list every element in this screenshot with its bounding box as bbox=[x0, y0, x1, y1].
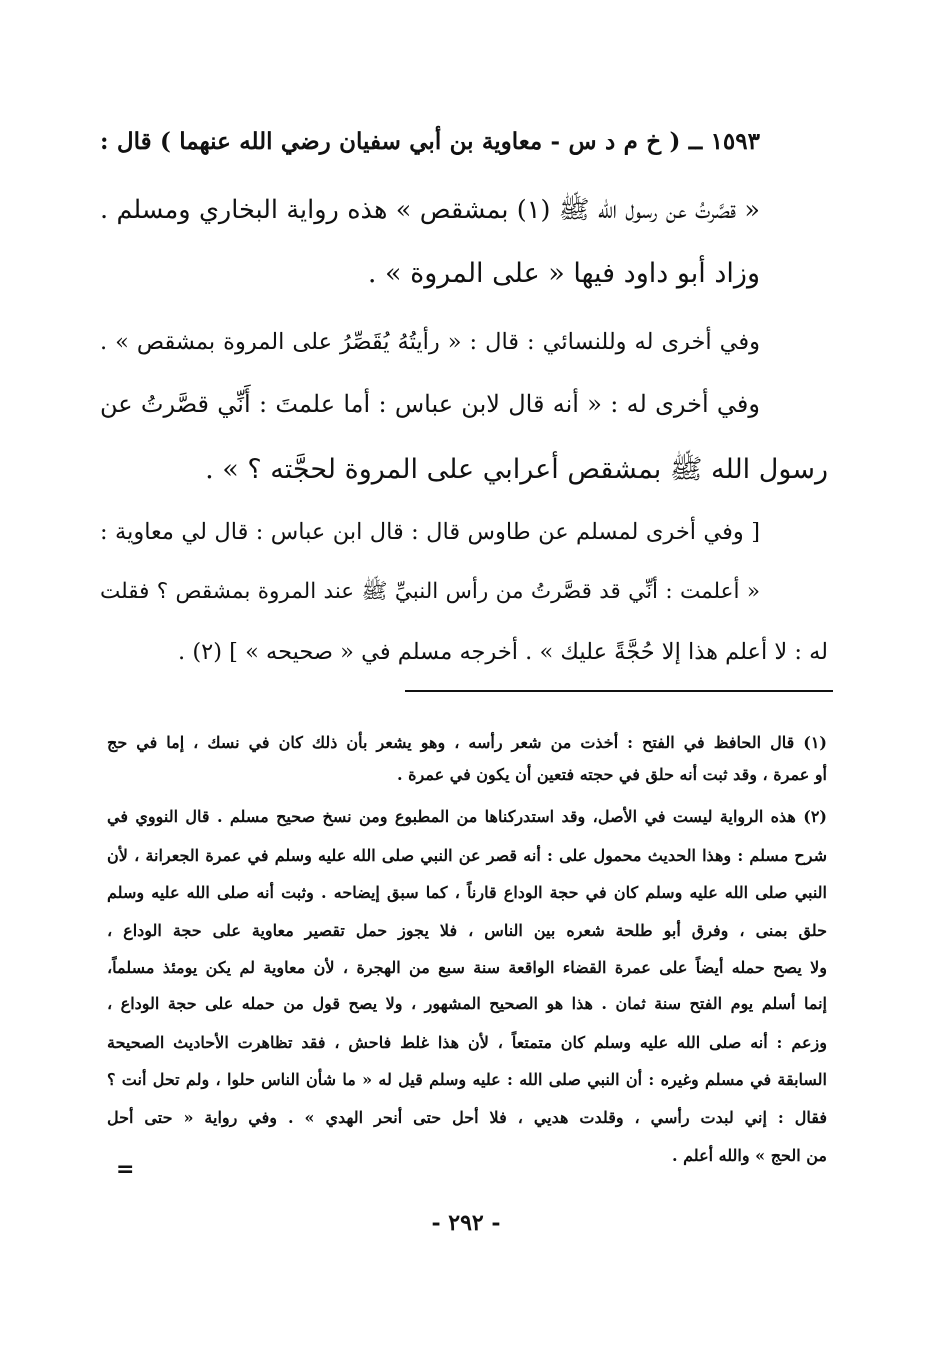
footnote-line: أو عمرة ، وقد ثبت أنه حلق في حجته فتعين أن يكون في عمرة . bbox=[397, 765, 827, 784]
footnote-line: (٢) هذه الرواية ليست في الأصل، وقد استدركناها من المطبوع ومن نسخ صحيح مسلم . قال النووي في bbox=[107, 807, 827, 826]
hadith-heading: ١٥٩٣ ــ ( خ م د س - معاوية بن أبي سفيان رضي الله عنهما ) قال : bbox=[100, 128, 760, 155]
hadith-line: [ وفي أخرى لمسلم عن طاوس قال : قال ابن عباس : قال لي معاوية : bbox=[100, 519, 760, 545]
hadith-line: له : لا أعلم هذا إلا حُجَّةً عليك » . أخرجه مسلم في « صحيحه » ] (٢) . bbox=[178, 639, 828, 665]
footnote-line: إنما أسلم يوم الفتح سنة ثمان . هذا هو الصحيح المشهور ، ولا يصح قول من حمله على حجة الوداع ، bbox=[107, 994, 827, 1013]
hadith-line: « قصَّرتُ عن رسول الله ﷺ (١) بمشقص » هذه رواية البخاري ومسلم . bbox=[100, 195, 760, 225]
footnote-line: شرح مسلم : وهذا الحديث محمول على : أنه قصر عن النبي صلى الله عليه وسلم في عمرة الجعرانة ، لأن bbox=[107, 846, 827, 865]
hadith-line: وفي أخرى له وللنسائي : قال : « رأيتُهُ يُقَصِّرُ على المروة بمشقص » . bbox=[100, 329, 760, 355]
footnote-line: فقال : إني لبدت رأسي ، وقلدت هديي ، فلا أحل حتى أنحر الهدي » . وفي رواية « حتى أحل bbox=[107, 1108, 827, 1127]
footnote-line: وزعم : أنه صلى الله عليه وسلم كان متمتعاً ، لأن هذا غلط فاحش ، فقد تظاهرت الأحاديث الصحيحة bbox=[107, 1033, 827, 1052]
page-number: - ٢٩٢ - bbox=[431, 1210, 501, 1236]
footnote-line: ولا يصح حمله أيضاً على عمرة القضاء الواقعة سنة سبع من الهجرة ، لأن معاوية لم يكن يومئذ مسلماً، bbox=[107, 958, 828, 977]
footnote-separator bbox=[405, 690, 833, 692]
continuation-mark: = bbox=[116, 1157, 135, 1182]
hadith-line: رسول الله ﷺ بمشقص أعرابي على المروة لحجَّته ؟ » . bbox=[205, 454, 828, 485]
footnote-line: من الحج » والله أعلم . bbox=[671, 1146, 827, 1165]
hadith-line: « أعلمت : أنِّي قد قصَّرتُ من رأس النبيِّ ﷺ عند المروة بمشقص ؟ فقلت bbox=[100, 579, 760, 604]
footnote-line: حلق بمنى ، وفرق أبو طلحة شعره بين الناس ، فلا يجوز حمل تقصير معاوية على حجة الوداع ، bbox=[107, 921, 827, 940]
footnote-line: النبي صلى الله عليه وسلم كان في حجة الوداع قارناً ، كما سبق إيضاحه . وثبت أنه صلى الله عليه وسلم bbox=[107, 883, 828, 902]
footnote-line: السابقة في مسلم وغيره : أن النبي صلى الله : عليه وسلم قيل له « ما شأن الناس حلوا ، ولم تحل أنت ؟ bbox=[107, 1070, 827, 1089]
hadith-line: وفي أخرى له : « أنه قال لابن عباس : أما علمتَ : أَنِّي قصَّرتُ عن bbox=[100, 390, 760, 418]
hadith-line: وزاد أبو داود فيها « على المروة » . bbox=[367, 258, 760, 289]
footnote-line: (١) قال الحافظ في الفتح : أخذت من شعر رأسه ، وهو يشعر بأن ذلك كان في نسك ، إما في حج bbox=[107, 733, 827, 752]
